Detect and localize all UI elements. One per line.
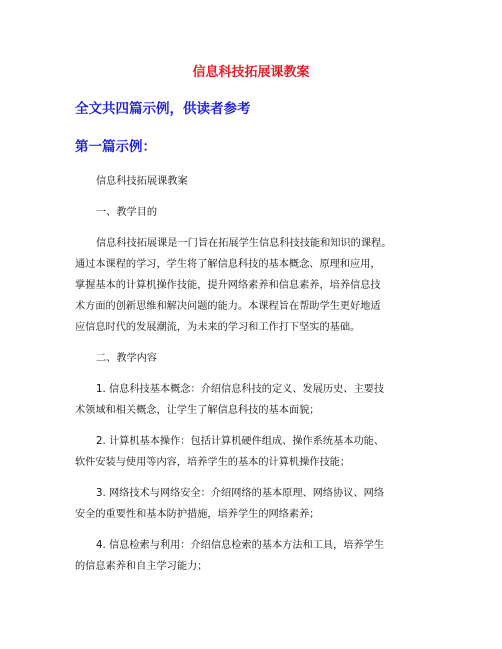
list-item-line: 4. 信息检索与利用：介绍信息检索的基本方法和工具，培养学生 bbox=[96, 540, 385, 551]
list-item-line: 3. 网络技术与网络安全：介绍网络的基本原理、网络协议、网络 bbox=[96, 488, 385, 499]
list-item-line: 1. 信息科技基本概念：介绍信息科技的定义、发展历史、主要技 bbox=[96, 384, 385, 395]
list-item-line: 2. 计算机基本操作：包括计算机硬件组成、操作系统基本功能、 bbox=[96, 436, 385, 447]
section1-heading: 一、教学目的 bbox=[96, 207, 158, 218]
paragraph-line: 通过本课程的学习，学生将了解信息科技的基本概念、原理和应用， bbox=[75, 259, 381, 270]
list-item-line: 的信息素养和自主学习能力； bbox=[75, 561, 208, 572]
list-item-line: 术领域和相关概念，让学生了解信息科技的基本面貌； bbox=[75, 405, 320, 416]
example-heading: 第一篇示例： bbox=[75, 139, 156, 155]
paragraph-line: 掌握基本的计算机操作技能，提升网络素养和信息素养，培养信息技 bbox=[75, 280, 381, 291]
plan-title: 信息科技拓展课教案 bbox=[96, 176, 188, 187]
document-title: 信息科技拓展课教案 bbox=[192, 65, 310, 80]
paragraph-line: 应信息时代的发展潮流，为未来的学习和工作打下坚实的基础。 bbox=[75, 322, 361, 333]
paragraph-line: 术方面的创新思维和解决问题的能力。本课程旨在帮助学生更好地适 bbox=[75, 301, 381, 312]
paragraph-line: 信息科技拓展课是一门旨在拓展学生信息科技技能和知识的课程。 bbox=[96, 238, 392, 249]
section2-heading: 二、教学内容 bbox=[96, 353, 158, 364]
list-item-line: 安全的重要性和基本防护措施，培养学生的网络素养； bbox=[75, 509, 320, 520]
intro-heading: 全文共四篇示例，供读者参考 bbox=[75, 101, 251, 117]
list-item-line: 软件安装与使用等内容，培养学生的基本的计算机操作技能； bbox=[75, 457, 351, 468]
